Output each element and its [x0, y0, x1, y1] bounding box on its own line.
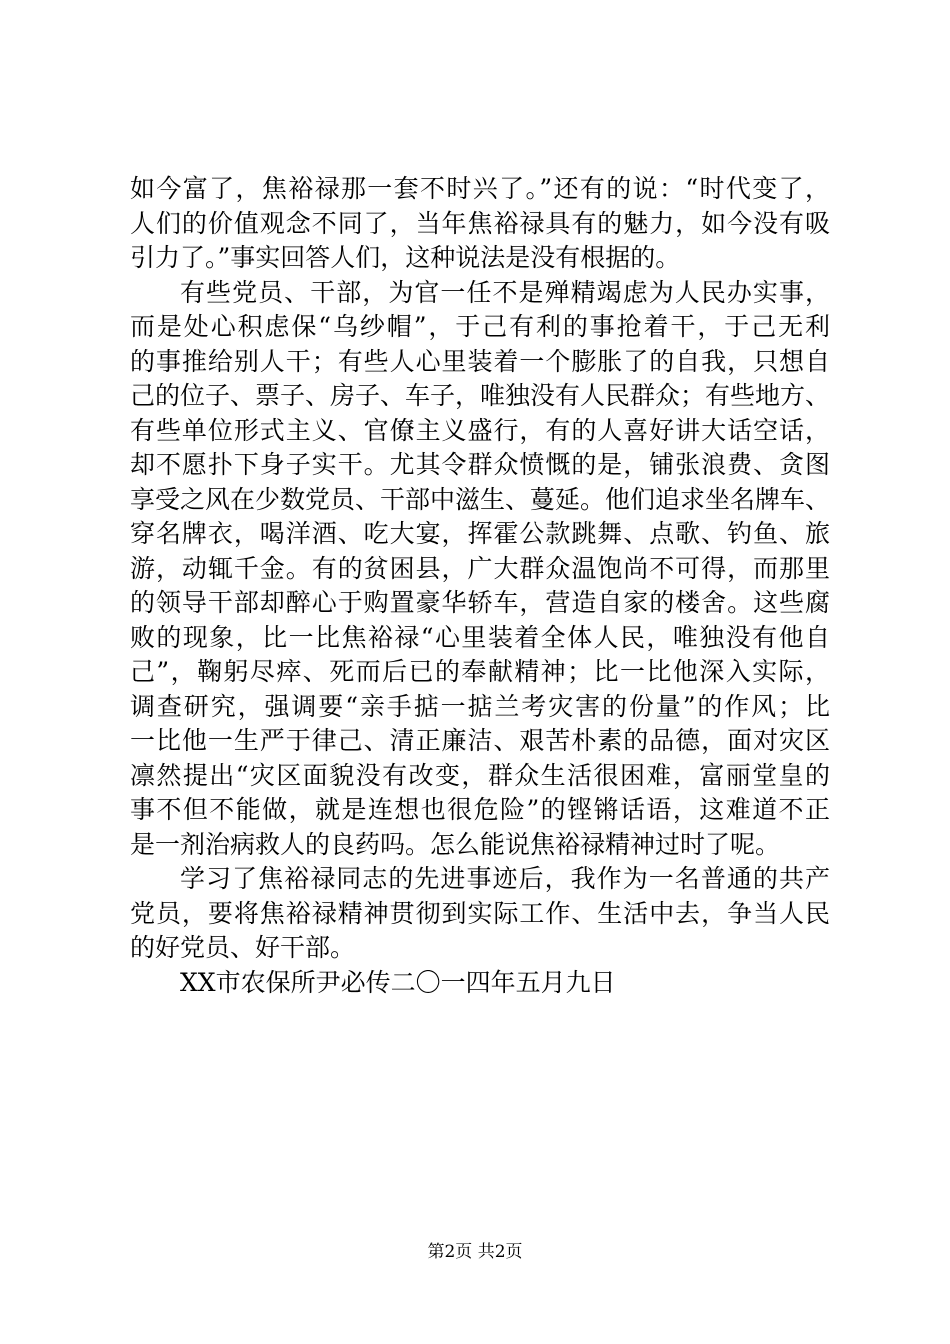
text-line: 己的位子、票子、房子、车子，唯独没有人民群众；有些地方、	[130, 381, 831, 410]
text-line: 学习了焦裕禄同志的先进事迹后，我作为一名普通的共产	[180, 864, 830, 893]
text-line: 如今富了，焦裕禄那一套不时兴了。”还有的说：“时代变了，	[130, 174, 830, 203]
text-line: 调查研究，强调要“亲手掂一掂兰考灾害的份量”的作风；比	[130, 691, 830, 721]
text-line: 却不愿扑下身子实干。尤其令群众愤慨的是，铺张浪费、贪图	[130, 450, 830, 479]
text-line: 人们的价值观念不同了，当年焦裕禄具有的魅力，如今没有吸	[130, 208, 830, 238]
document-body	[130, 172, 830, 1000]
text-line: 是一剂治病救人的良药吗。怎么能说焦裕禄精神过时了呢。	[130, 829, 781, 859]
paragraph-2	[130, 276, 830, 863]
text-line: 穿名牌衣，喝洋酒、吃大宴，挥霍公款跳舞、点歌、钓鱼、旅	[130, 519, 830, 548]
text-line: 游，动辄千金。有的贫困县，广大群众温饱尚不可得，而那里	[130, 553, 830, 583]
text-line: 而是处心积虑保“乌纱帽”，于己有利的事抢着干，于己无利	[130, 312, 830, 341]
text-line: 党员，要将焦裕禄精神贯彻到实际工作、生活中去，争当人民	[130, 898, 830, 928]
page-footer	[0, 1240, 950, 1264]
text-line: 引力了。”事实回答人们，这种说法是没有根据的。	[130, 243, 681, 272]
text-line: 的领导干部却醉心于购置豪华轿车，营造自家的楼舍。这些腐	[130, 588, 830, 617]
signature-line: XX市农保所尹必传二〇一四年五月九日	[180, 967, 616, 997]
text-line: 事不但不能做，就是连想也很危险”的铿锵话语，这难道不正	[130, 795, 830, 824]
text-line: 的好党员、好干部。	[130, 933, 356, 962]
text-line: 有些党员、干部，为官一任不是殚精竭虑为人民办实事，	[180, 277, 830, 307]
text-line: 己”，鞠躬尽瘁、死而后已的奉献精神；比一比他深入实际，	[130, 657, 830, 686]
text-line: 凛然提出“灾区面貌没有改变，群众生活很困难，富丽堂皇的	[130, 760, 830, 790]
text-line: 败的现象，比一比焦裕禄“心里装着全体人民，唯独没有他自	[130, 622, 830, 652]
text-line: 有些单位形式主义、官僚主义盛行，有的人喜好讲大话空话，	[130, 415, 830, 445]
signature-paragraph	[130, 966, 830, 1001]
text-line: 享受之风在少数党员、干部中滋生、蔓延。他们追求坐名牌车、	[130, 484, 831, 514]
paragraph-1	[130, 172, 830, 276]
text-line: 的事推给别人干；有些人心里装着一个膨胀了的自我，只想自	[130, 346, 830, 376]
page-number: 第2页 共2页	[427, 1242, 523, 1262]
paragraph-3	[130, 862, 830, 966]
text-line: 一比他一生严于律己、清正廉洁、艰苦朴素的品德，面对灾区	[130, 726, 830, 755]
